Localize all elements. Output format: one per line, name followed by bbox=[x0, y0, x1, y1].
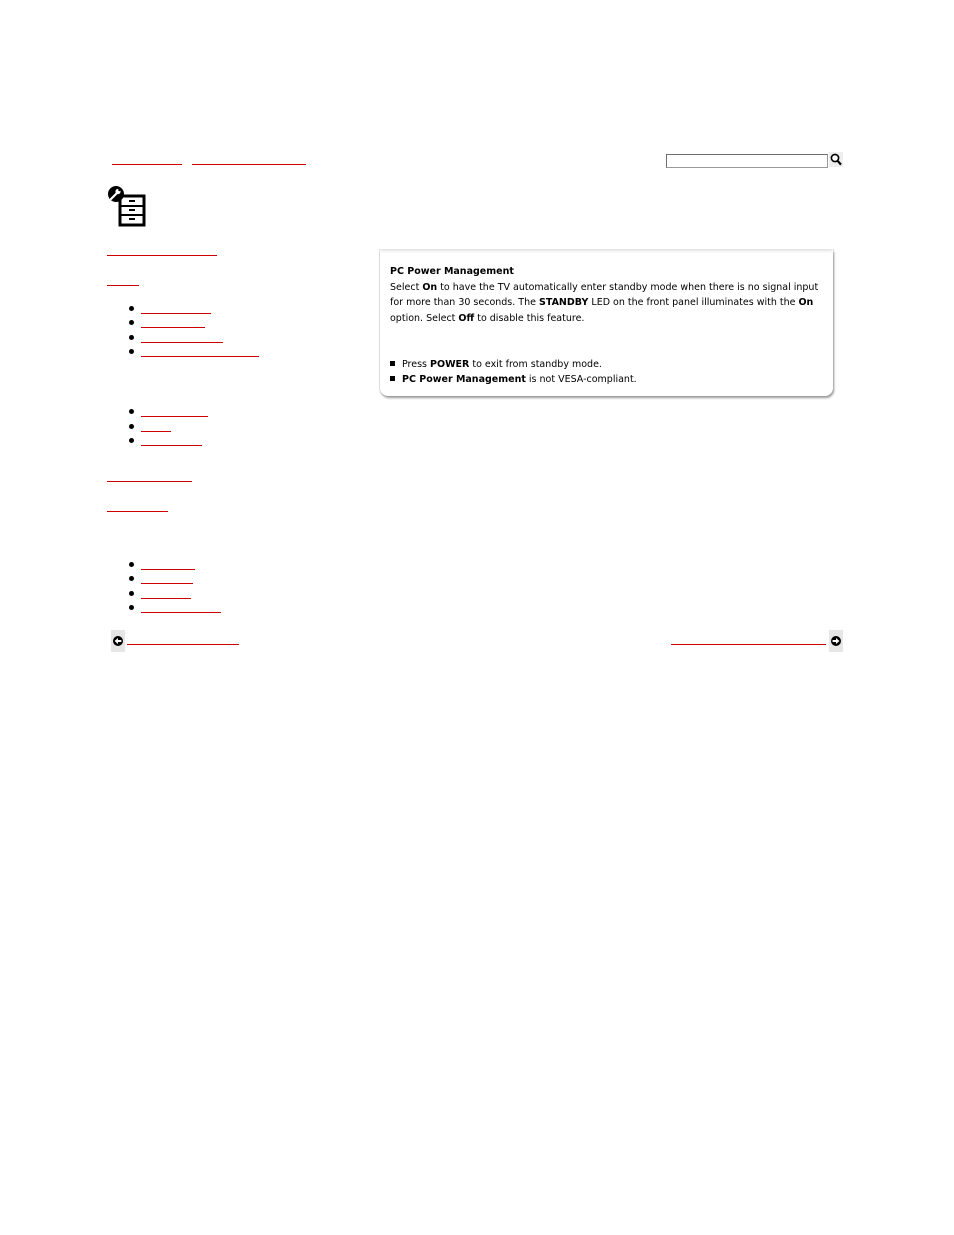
body-bold: STANDBY bbox=[539, 297, 589, 309]
list-bullet bbox=[129, 320, 134, 325]
sidebar-link-4[interactable] bbox=[107, 502, 168, 512]
panel-title: PC Power Management bbox=[390, 266, 514, 277]
search-button[interactable] bbox=[829, 152, 843, 167]
note-bold: PC Power Management bbox=[402, 374, 526, 385]
info-panel bbox=[380, 250, 833, 396]
sidebar-subitem-2[interactable] bbox=[141, 318, 205, 328]
list-bullet bbox=[129, 335, 134, 340]
sidebar-link-1[interactable] bbox=[107, 246, 217, 256]
sidebar-subitem-6[interactable] bbox=[141, 422, 171, 432]
list-bullet bbox=[129, 349, 134, 354]
magnifier-icon bbox=[829, 152, 843, 167]
previous-page-link[interactable] bbox=[127, 634, 239, 645]
search-input[interactable] bbox=[666, 154, 828, 168]
body-text: LED on the front panel illuminates with the bbox=[588, 297, 799, 309]
body-text: to have the TV automatically enter standby mode when there is no signal input for more than 30 seconds. The bbox=[390, 282, 819, 309]
sidebar-link-2[interactable] bbox=[107, 276, 139, 286]
square-bullet-icon bbox=[390, 376, 395, 381]
body-bold: On bbox=[798, 297, 814, 309]
previous-page-button[interactable] bbox=[111, 630, 125, 652]
panel-top-shade bbox=[380, 250, 833, 253]
sidebar-subitem-4[interactable] bbox=[141, 347, 259, 357]
note-text: to exit from standby mode. bbox=[469, 359, 602, 370]
arrow-left-icon bbox=[111, 630, 125, 652]
sidebar-subitem-7[interactable] bbox=[141, 436, 202, 446]
list-bullet bbox=[129, 591, 134, 596]
body-bold: Off bbox=[458, 312, 475, 324]
list-bullet bbox=[129, 562, 134, 567]
panel-body bbox=[390, 280, 822, 326]
sidebar-subitem-8[interactable] bbox=[141, 560, 195, 570]
list-bullet bbox=[129, 424, 134, 429]
breadcrumb-link-1[interactable] bbox=[112, 154, 182, 165]
sidebar-subitem-9[interactable] bbox=[141, 574, 193, 584]
note-bold: POWER bbox=[430, 359, 470, 370]
tools-cabinet-icon bbox=[106, 186, 150, 228]
body-text: to disable this feature. bbox=[474, 312, 585, 324]
arrow-right-icon bbox=[829, 630, 843, 652]
list-bullet bbox=[129, 409, 134, 414]
next-page-link[interactable] bbox=[671, 634, 826, 645]
sidebar-subitem-1[interactable] bbox=[141, 304, 211, 314]
note-item bbox=[390, 374, 637, 386]
square-bullet-icon bbox=[390, 361, 395, 366]
body-text: Select bbox=[390, 282, 423, 293]
breadcrumb-link-2[interactable] bbox=[192, 154, 306, 165]
sidebar-subitem-10[interactable] bbox=[141, 589, 191, 599]
body-bold: On bbox=[422, 282, 438, 293]
sidebar-subitem-3[interactable] bbox=[141, 333, 223, 343]
note-item bbox=[390, 359, 602, 371]
list-bullet bbox=[129, 576, 134, 581]
next-page-button[interactable] bbox=[829, 630, 843, 652]
sidebar-link-3[interactable] bbox=[107, 472, 192, 482]
list-bullet bbox=[129, 605, 134, 610]
sidebar-subitem-5[interactable] bbox=[141, 407, 208, 417]
list-bullet bbox=[129, 438, 134, 443]
list-bullet bbox=[129, 306, 134, 311]
sidebar-subitem-11[interactable] bbox=[141, 603, 221, 613]
note-text: Press bbox=[402, 359, 431, 370]
note-text: is not VESA-compliant. bbox=[525, 374, 637, 385]
body-text: option. Select bbox=[390, 312, 459, 324]
